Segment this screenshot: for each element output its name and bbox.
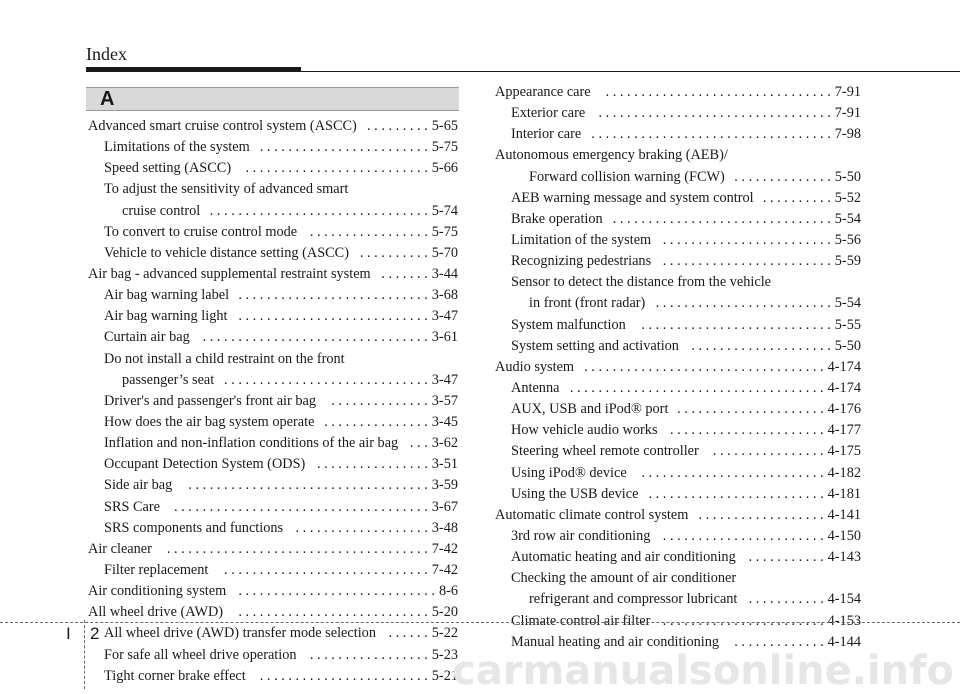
index-entry-text: Air bag - advanced supplemental restraint system (88, 265, 371, 282)
leader-dots: . . . . . . . . . . (359, 244, 428, 261)
index-entry-text: Tight corner brake effect (104, 667, 246, 684)
leader-dots: . . . . . . . . . . . . . . . . . . . . . . . . . . . . . . . . . . . . . (166, 540, 428, 557)
index-entry (495, 379, 861, 400)
index-entry (495, 358, 861, 379)
index-entry (495, 273, 861, 294)
leader-dots: . . . . . . . . . . . (748, 549, 824, 566)
index-entry (495, 146, 861, 167)
leader-dots: . . . . . . . . . . . . . . . . . . . . . . . (662, 612, 824, 629)
index-entry-text: Sensor to detect the distance from the vehicle (511, 274, 772, 291)
leader-dots: . . . . . . . . . . . . . . . . . . . . . . . . . . . (238, 287, 428, 304)
index-entry-text: System setting and activation (511, 337, 679, 354)
index-entry-page: 5-54 (834, 210, 861, 227)
index-entry (495, 485, 861, 506)
index-entry-page: 4-154 (827, 591, 861, 608)
index-entry-page: 3-51 (431, 456, 458, 473)
index-entry-text: Automatic heating and air conditioning (511, 549, 736, 566)
watermark-logo: carmanualsonline.info (452, 648, 954, 694)
index-entry-page: 3-62 (431, 435, 458, 452)
index-entry-page: 3-44 (431, 265, 458, 282)
footer-page-number: 2 (90, 624, 100, 643)
index-entry (495, 569, 861, 590)
index-entry-text: refrigerant and compressor lubricant (529, 591, 738, 608)
index-entry-page: 4-174 (827, 379, 861, 396)
leader-dots: . . . . . . . . . . . . . . . . . . . . . . . . (259, 667, 428, 684)
index-entry-text: For safe all wheel drive operation (104, 646, 297, 663)
leader-dots: . . . . . . . . . . . (748, 591, 824, 608)
index-entry-text: How vehicle audio works (511, 422, 658, 439)
index-entry (88, 434, 458, 455)
leader-dots: . . . . . . . . . . . . . . . . . . . . . . (669, 422, 824, 439)
index-entry (495, 168, 861, 189)
index-entry (88, 561, 458, 582)
index-entry-page: 7-42 (431, 540, 458, 557)
index-entry-text: How does the air bag system operate (104, 413, 315, 430)
index-entry (495, 442, 861, 463)
index-entry-text: Climate control air filter (511, 612, 651, 629)
index-entry-page: 3-67 (431, 498, 458, 515)
index-entry-text: Audio system (495, 358, 575, 375)
index-entry-text: Curtain air bag (104, 329, 190, 346)
leader-dots: . . . . . . . . . . . . . . . . . (309, 646, 428, 663)
index-entry-text: Appearance care (495, 84, 591, 100)
index-entry-text: passenger’s seat (122, 371, 215, 388)
leader-dots: . . . . . . . . . . . . . . . . . . . . . . . . . . . . . . . . . . (584, 358, 824, 375)
leader-dots: . . . . . . . . . . . . . . . . (316, 456, 428, 473)
index-entry-text: To convert to cruise control mode (104, 223, 298, 240)
index-entry (495, 294, 861, 315)
index-entry (495, 189, 861, 210)
index-entry (495, 590, 861, 611)
leader-dots: . . . . . . . . . . . . . . . . . . . . (691, 337, 831, 354)
index-entry-text: Manual heating and air conditioning (511, 633, 720, 650)
leader-dots: . . . . . . . . . . . . . . (734, 168, 831, 185)
index-entry-text: Recognizing pedestrians (511, 253, 652, 270)
index-entry-page: 5-55 (834, 316, 861, 333)
index-entry-text: Air bag warning label (104, 287, 230, 304)
leader-dots: . . . . . . . . . . . . . . . . . . . (295, 519, 428, 536)
index-entry (88, 519, 458, 540)
index-entry-text: Air bag warning light (104, 308, 228, 325)
index-entry-text: Checking the amount of air conditioner (511, 570, 737, 587)
index-entry-page: 5-50 (834, 337, 861, 354)
index-entry-text: Steering wheel remote controller (511, 443, 699, 460)
index-entry-text: Advanced smart cruise control system (ASCC) (88, 118, 357, 134)
leader-dots: . . . . . . (388, 625, 428, 642)
leader-dots: . . . . . . . . . . . . . . . . . . . . . . . . . . . . (238, 583, 435, 600)
index-entry-text: Antenna (511, 379, 560, 396)
index-entry-text: Air cleaner (88, 540, 152, 557)
index-entry (88, 476, 458, 497)
index-entry (88, 624, 458, 645)
leader-dots: . . . . . . . . . . . . . . . . (712, 443, 824, 460)
index-entry (495, 231, 861, 252)
index-entry-page: 7-42 (431, 561, 458, 578)
page-title: Index (86, 44, 127, 64)
index-entry-page: 5-22 (431, 625, 458, 642)
leader-dots: . . . . . . . . . . . . . . . . . . . . . . . . . (648, 485, 824, 502)
index-entry-page: 5-74 (431, 202, 458, 219)
footer-divider-horizontal (0, 622, 960, 623)
leader-dots: . . . . . . . . . . . . . . . . . . . . . . . . . . . . . . . . . . (188, 477, 428, 494)
leader-dots: . . . (409, 435, 428, 452)
leader-dots: . . . . . . . . . . . . . . . . . . . . . . . . . . . . . . . . (202, 329, 428, 346)
index-entry-page: 5-21 (431, 667, 458, 684)
index-entry-text: Interior care (511, 126, 582, 143)
index-entry-text: Inflation and non-inflation conditions of the air bag (104, 435, 399, 452)
index-entry-page: 3-47 (431, 371, 458, 388)
index-entry (88, 498, 458, 519)
index-entry-page: 3-47 (431, 308, 458, 325)
leader-dots: . . . . . . . . . . . . . . . . . . . . . . . . . . . . . . . . . . (591, 126, 831, 143)
index-entry-text: Air conditioning system (88, 583, 227, 600)
section-header-bar (86, 87, 459, 111)
index-entry-text: All wheel drive (AWD) transfer mode selection (104, 625, 376, 642)
index-entry (88, 413, 458, 434)
leader-dots: . . . . . . . . . . . . . . . . . (309, 223, 428, 240)
index-entry-page: 4-177 (827, 422, 861, 439)
index-entry-text: cruise control (122, 202, 201, 219)
index-entry-page: 4-174 (827, 358, 861, 375)
index-entry-text: Exterior care (511, 105, 586, 122)
index-entry (88, 138, 458, 159)
index-entry-page: 3-48 (431, 519, 458, 536)
index-entry (88, 159, 458, 180)
leader-dots: . . . . . . . . . . . . . . . . . . . . . . . . . . . . . . . (612, 210, 831, 227)
index-entry (495, 527, 861, 548)
index-entry (495, 316, 861, 337)
leader-dots: . . . . . . . . . . . . . . . . . . . . . . . . . . . . . . . . . . . . (569, 379, 824, 396)
index-entry-text: in front (front radar) (529, 295, 646, 312)
index-entry-text: Vehicle to vehicle distance setting (ASCC) (104, 244, 349, 261)
leader-dots: . . . . . . . . . . . . . . . . . . . . . . . . . . . . . . . (209, 202, 428, 219)
index-entry-page: 5-59 (834, 253, 861, 270)
index-entry (495, 337, 861, 358)
index-entry-page: 5-75 (431, 223, 458, 240)
index-entry-page: 3-59 (431, 477, 458, 494)
leader-dots: . . . . . . . . . . . . . . . . . . . . . . . . . . . . . . . . . (598, 105, 831, 122)
index-entry-text: Autonomous emergency braking (AEB)/ (495, 147, 728, 164)
index-entry-page: 3-45 (431, 413, 458, 430)
index-entry-page: 4-182 (827, 464, 861, 481)
leader-dots: . . . . . . . . . . . . . . . . . . . . . . . . . . . . . (224, 561, 428, 578)
leader-dots: . . . . . . . . . . . . . . . . . . . . . . . . . . . . . (224, 371, 428, 388)
index-entry-text: Do not install a child restraint on the front (104, 350, 345, 367)
index-entry-page: 7-91 (834, 84, 861, 100)
index-entry (88, 667, 458, 688)
index-entry (495, 83, 861, 104)
index-entry-page: 5-52 (834, 189, 861, 206)
leader-dots: . . . . . . . . . . . . . (734, 633, 824, 650)
index-entry-text: Driver's and passenger's front air bag (104, 392, 316, 409)
header-rule-thin (86, 71, 960, 72)
index-entry (495, 506, 861, 527)
leader-dots: . . . . . . . . . . . . . . . . . . . . . . . . . . . . . . . . . . . . (174, 498, 428, 515)
index-entry-page: 5-20 (431, 604, 458, 621)
leader-dots: . . . . . . . . . . . . . . . . . . . . . . . . (662, 231, 831, 248)
index-entry-text: Using iPod® device (511, 464, 627, 481)
leader-dots: . . . . . . . . . . . . . . . . . . . . . . . . (662, 253, 831, 270)
index-entry-page: 8-6 (438, 583, 458, 600)
index-entry-page: 3-68 (431, 287, 458, 304)
index-entry-page: 4-176 (827, 401, 861, 418)
index-entry (495, 464, 861, 485)
index-entry-page: 5-56 (834, 231, 861, 248)
index-entry (495, 104, 861, 125)
index-entry-text: Automatic climate control system (495, 506, 689, 523)
index-entry-text: SRS components and functions (104, 519, 284, 536)
index-entry (88, 223, 458, 244)
index-entry-text: Filter replacement (104, 561, 209, 578)
index-entry (88, 540, 458, 561)
footer-section-label: I (66, 624, 71, 643)
index-entry (495, 210, 861, 231)
index-entry (88, 117, 458, 138)
leader-dots: . . . . . . . . . . . . . . . . . . . . . (677, 401, 824, 418)
leader-dots: . . . . . . . . . . . . . . . . . . (698, 506, 824, 523)
index-entry-text: All wheel drive (AWD) (88, 604, 224, 621)
index-entry-page: 4-153 (827, 612, 861, 629)
index-entry-text: Forward collision warning (FCW) (529, 168, 725, 185)
index-entry (88, 286, 458, 307)
leader-dots: . . . . . . . . . . . . . . . . . . . . . . . . . . . (641, 316, 831, 333)
leader-dots: . . . . . . . . . . . . . . . . . . . . . . . . . . . (238, 604, 428, 621)
index-entry (88, 646, 458, 667)
leader-dots: . . . . . . . . . . . . . . . . . . . . . . . (662, 527, 824, 544)
index-entry-text: Using the USB device (511, 485, 639, 502)
leader-dots: . . . . . . . . . . . . . . . . . . . . . . . . . . (641, 464, 824, 481)
index-entry (88, 350, 458, 371)
index-entry-text: Side air bag (104, 477, 173, 494)
leader-dots: . . . . . . . . . . . . . . . (324, 413, 428, 430)
index-entry (495, 400, 861, 421)
index-entry (88, 392, 458, 413)
index-entry (88, 307, 458, 328)
index-entry-page: 4-175 (827, 443, 861, 460)
index-entry-page: 5-23 (431, 646, 458, 663)
index-entry-text: Brake operation (511, 210, 603, 227)
index-entry (495, 252, 861, 273)
leader-dots: . . . . . . . . . . (762, 189, 831, 206)
index-entry (88, 582, 458, 603)
leader-dots: . . . . . . . . . . . . . . (331, 392, 428, 409)
footer-divider-vertical (84, 620, 85, 689)
leader-dots: . . . . . . . . . . . . . . . . . . . . . . . . . . . . . . . . (605, 84, 831, 100)
index-entry (88, 328, 458, 349)
section-letter: A (100, 88, 115, 110)
leader-dots: . . . . . . . . . . . . . . . . . . . . . . . . . . (245, 160, 428, 177)
index-entry-page: 5-65 (431, 118, 458, 134)
index-entry-text: Limitation of the system (511, 231, 652, 248)
leader-dots: . . . . . . . . . . . . . . . . . . . . . . . . . (655, 295, 831, 312)
leader-dots: . . . . . . . . . (367, 118, 428, 134)
index-entry (495, 548, 861, 569)
index-entry (88, 244, 458, 265)
index-entry-page: 3-57 (431, 392, 458, 409)
index-entry (88, 265, 458, 286)
leader-dots: . . . . . . . . . . . . . . . . . . . . . . . . (259, 139, 428, 156)
index-entry-page: 4-181 (827, 485, 861, 502)
index-column-left (88, 117, 458, 688)
index-entry-page: 5-66 (431, 160, 458, 177)
index-entry-page: 5-75 (431, 139, 458, 156)
index-entry-text: System malfunction (511, 316, 626, 333)
index-entry-page: 4-141 (827, 506, 861, 523)
index-entry (88, 202, 458, 223)
index-entry-page: 4-143 (827, 549, 861, 566)
index-entry-text: AUX, USB and iPod® port (511, 401, 669, 418)
leader-dots: . . . . . . . (381, 265, 428, 282)
index-entry-page: 5-50 (834, 168, 861, 185)
index-entry-text: Speed setting (ASCC) (104, 160, 232, 177)
index-entry-page: 4-150 (827, 527, 861, 544)
index-entry (495, 125, 861, 146)
index-entry-page: 3-61 (431, 329, 458, 346)
index-entry-text: Occupant Detection System (ODS) (104, 456, 306, 473)
index-entry-text: Limitations of the system (104, 139, 250, 156)
index-entry (88, 455, 458, 476)
index-entry-text: To adjust the sensitivity of advanced smart (104, 181, 349, 198)
index-entry (88, 371, 458, 392)
index-entry-text: SRS Care (104, 498, 161, 515)
index-entry-text: 3rd row air conditioning (511, 527, 651, 544)
index-entry (88, 180, 458, 201)
index-column-right (495, 83, 861, 654)
index-entry-page: 5-54 (834, 295, 861, 312)
index-entry-page: 7-98 (834, 126, 861, 143)
index-entry-page: 4-144 (827, 633, 861, 650)
index-entry-page: 5-70 (431, 244, 458, 261)
index-entry-page: 7-91 (834, 105, 861, 122)
index-entry-text: AEB warning message and system control (511, 189, 754, 206)
index-entry (495, 421, 861, 442)
leader-dots: . . . . . . . . . . . . . . . . . . . . . . . . . . . (238, 308, 428, 325)
